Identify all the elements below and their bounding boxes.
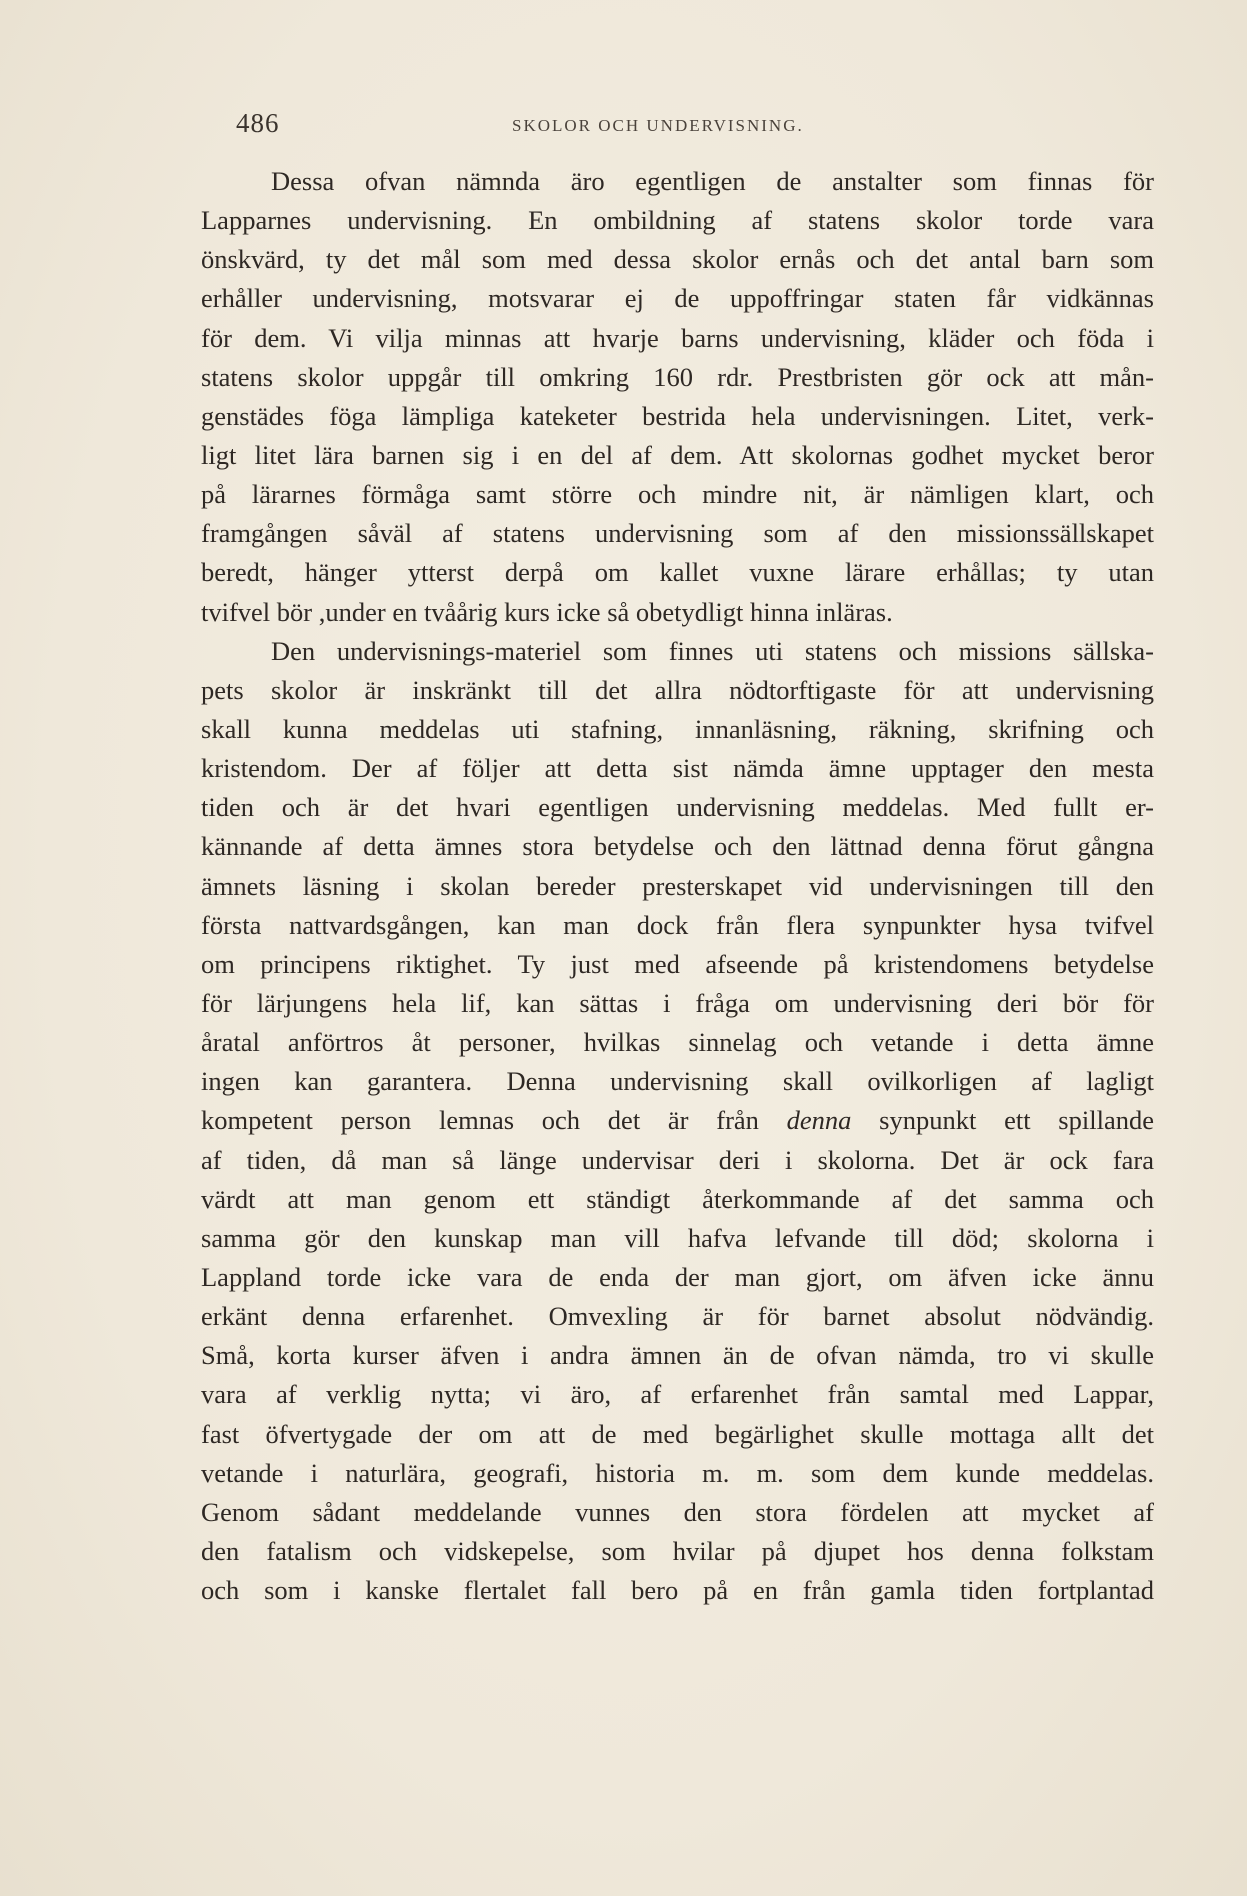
text-line: på lärarnes förmåga samt större och mindre nit, är nämligen klart, och bbox=[201, 479, 1154, 510]
text-line: Den undervisnings-materiel som finnes uti statens och missions sällska- bbox=[271, 635, 1154, 666]
text-line: ligt litet lära barnen sig i en del af dem. Att skolornas godhet mycket beror bbox=[201, 439, 1154, 470]
text-line: Genom sådant meddelande vunnes den stora fördelen att mycket af bbox=[201, 1496, 1154, 1527]
text-line: för dem. Vi vilja minnas att hvarje barns undervisning, kläder och föda i bbox=[201, 322, 1154, 353]
text-line: Dessa ofvan nämnda äro egentligen de anstalter som finnas för bbox=[271, 166, 1154, 196]
text-line: och som i kanske flertalet fall bero på en från gamla tiden fortplantad bbox=[201, 1575, 1154, 1606]
running-title: SKOLOR OCH UNDERVISNING. bbox=[512, 116, 804, 135]
text-line: fast öfvertygade der om att de med begärlighet skulle mottaga allt det bbox=[201, 1418, 1154, 1449]
text-line: önskvärd, ty det mål som med dessa skolor ernås och det antal barn som bbox=[201, 244, 1154, 275]
text-line: Lappland torde icke vara de enda der man gjort, om äfven icke ännu bbox=[201, 1261, 1154, 1292]
text-line: om principens riktighet. Ty just med afseende på kristendomens betydelse bbox=[201, 948, 1154, 979]
text-line: erhåller undervisning, motsvarar ej de uppoffringar staten får vidkännas bbox=[201, 283, 1154, 314]
text-line: Små, korta kurser äfven i andra ämnen än de ofvan nämda, tro vi skulle bbox=[201, 1340, 1154, 1371]
text-line: Lapparnes undervisning. En ombildning af statens skolor torde vara bbox=[201, 205, 1154, 236]
text-line: tvifvel bör ,under en tvåårig kurs icke så obetydligt hinna inläras. bbox=[201, 596, 893, 627]
text-line: framgången såväl af statens undervisning som af den missionssällskapet bbox=[201, 518, 1154, 549]
text-line: vetande i naturlära, geografi, historia m. m. som dem kunde meddelas. bbox=[201, 1457, 1154, 1488]
running-head bbox=[236, 108, 1156, 148]
text-line: vara af verklig nytta; vi äro, af erfarenhet från samtal med Lappar, bbox=[201, 1379, 1154, 1410]
text-line: kristendom. Der af följer att detta sist nämda ämne upptager den mesta bbox=[201, 753, 1154, 784]
text-line: ingen kan garantera. Denna undervisning skall ovilkorligen af lagligt bbox=[201, 1066, 1154, 1097]
text-line: pets skolor är inskränkt till det allra nödtorftigaste för att undervisning bbox=[201, 674, 1154, 705]
text-line: samma gör den kunskap man vill hafva lefvande till död; skolorna i bbox=[201, 1222, 1154, 1253]
text-line: tiden och är det hvari egentligen undervisning meddelas. Med fullt er- bbox=[201, 792, 1154, 823]
text-line: genstädes föga lämpliga kateketer bestrida hela undervisningen. Litet, verk- bbox=[201, 400, 1154, 431]
text-line: erkänt denna erfarenhet. Omvexling är för barnet absolut nödvändig. bbox=[201, 1301, 1154, 1332]
text-line: kännande af detta ämnes stora betydelse och den lättnad denna förut gångna bbox=[201, 831, 1154, 862]
text-line: värdt att man genom ett ständigt återkommande af det samma och bbox=[201, 1183, 1154, 1214]
text-line: af tiden, då man så länge undervisar deri i skolorna. Det är ock fara bbox=[201, 1144, 1154, 1175]
text-line: åratal anförtros åt personer, hvilkas sinnelag och vetande i detta ämne bbox=[201, 1027, 1154, 1058]
text-line: skall kunna meddelas uti stafning, innanläsning, räkning, skrifning och bbox=[201, 713, 1154, 744]
text-line: kompetent person lemnas och det är från denna synpunkt ett spillande bbox=[201, 1105, 1154, 1136]
text-line: beredt, hänger ytterst derpå om kallet vuxne lärare erhållas; ty utan bbox=[201, 557, 1154, 588]
text-line: den fatalism och vidskepelse, som hvilar på djupet hos denna folkstam bbox=[201, 1535, 1154, 1566]
page-number: 486 bbox=[236, 108, 280, 138]
text-line: ämnets läsning i skolan bereder presterskapet vid undervisningen till den bbox=[201, 870, 1154, 901]
text-line: första nattvardsgången, kan man dock från flera synpunkter hysa tvifvel bbox=[201, 909, 1154, 940]
text-line: för lärjungens hela lif, kan sättas i fråga om undervisning deri bör för bbox=[201, 987, 1154, 1018]
body-text bbox=[201, 162, 1154, 1610]
text-line: statens skolor uppgår till omkring 160 rdr. Prestbristen gör ock att mån- bbox=[201, 361, 1154, 392]
